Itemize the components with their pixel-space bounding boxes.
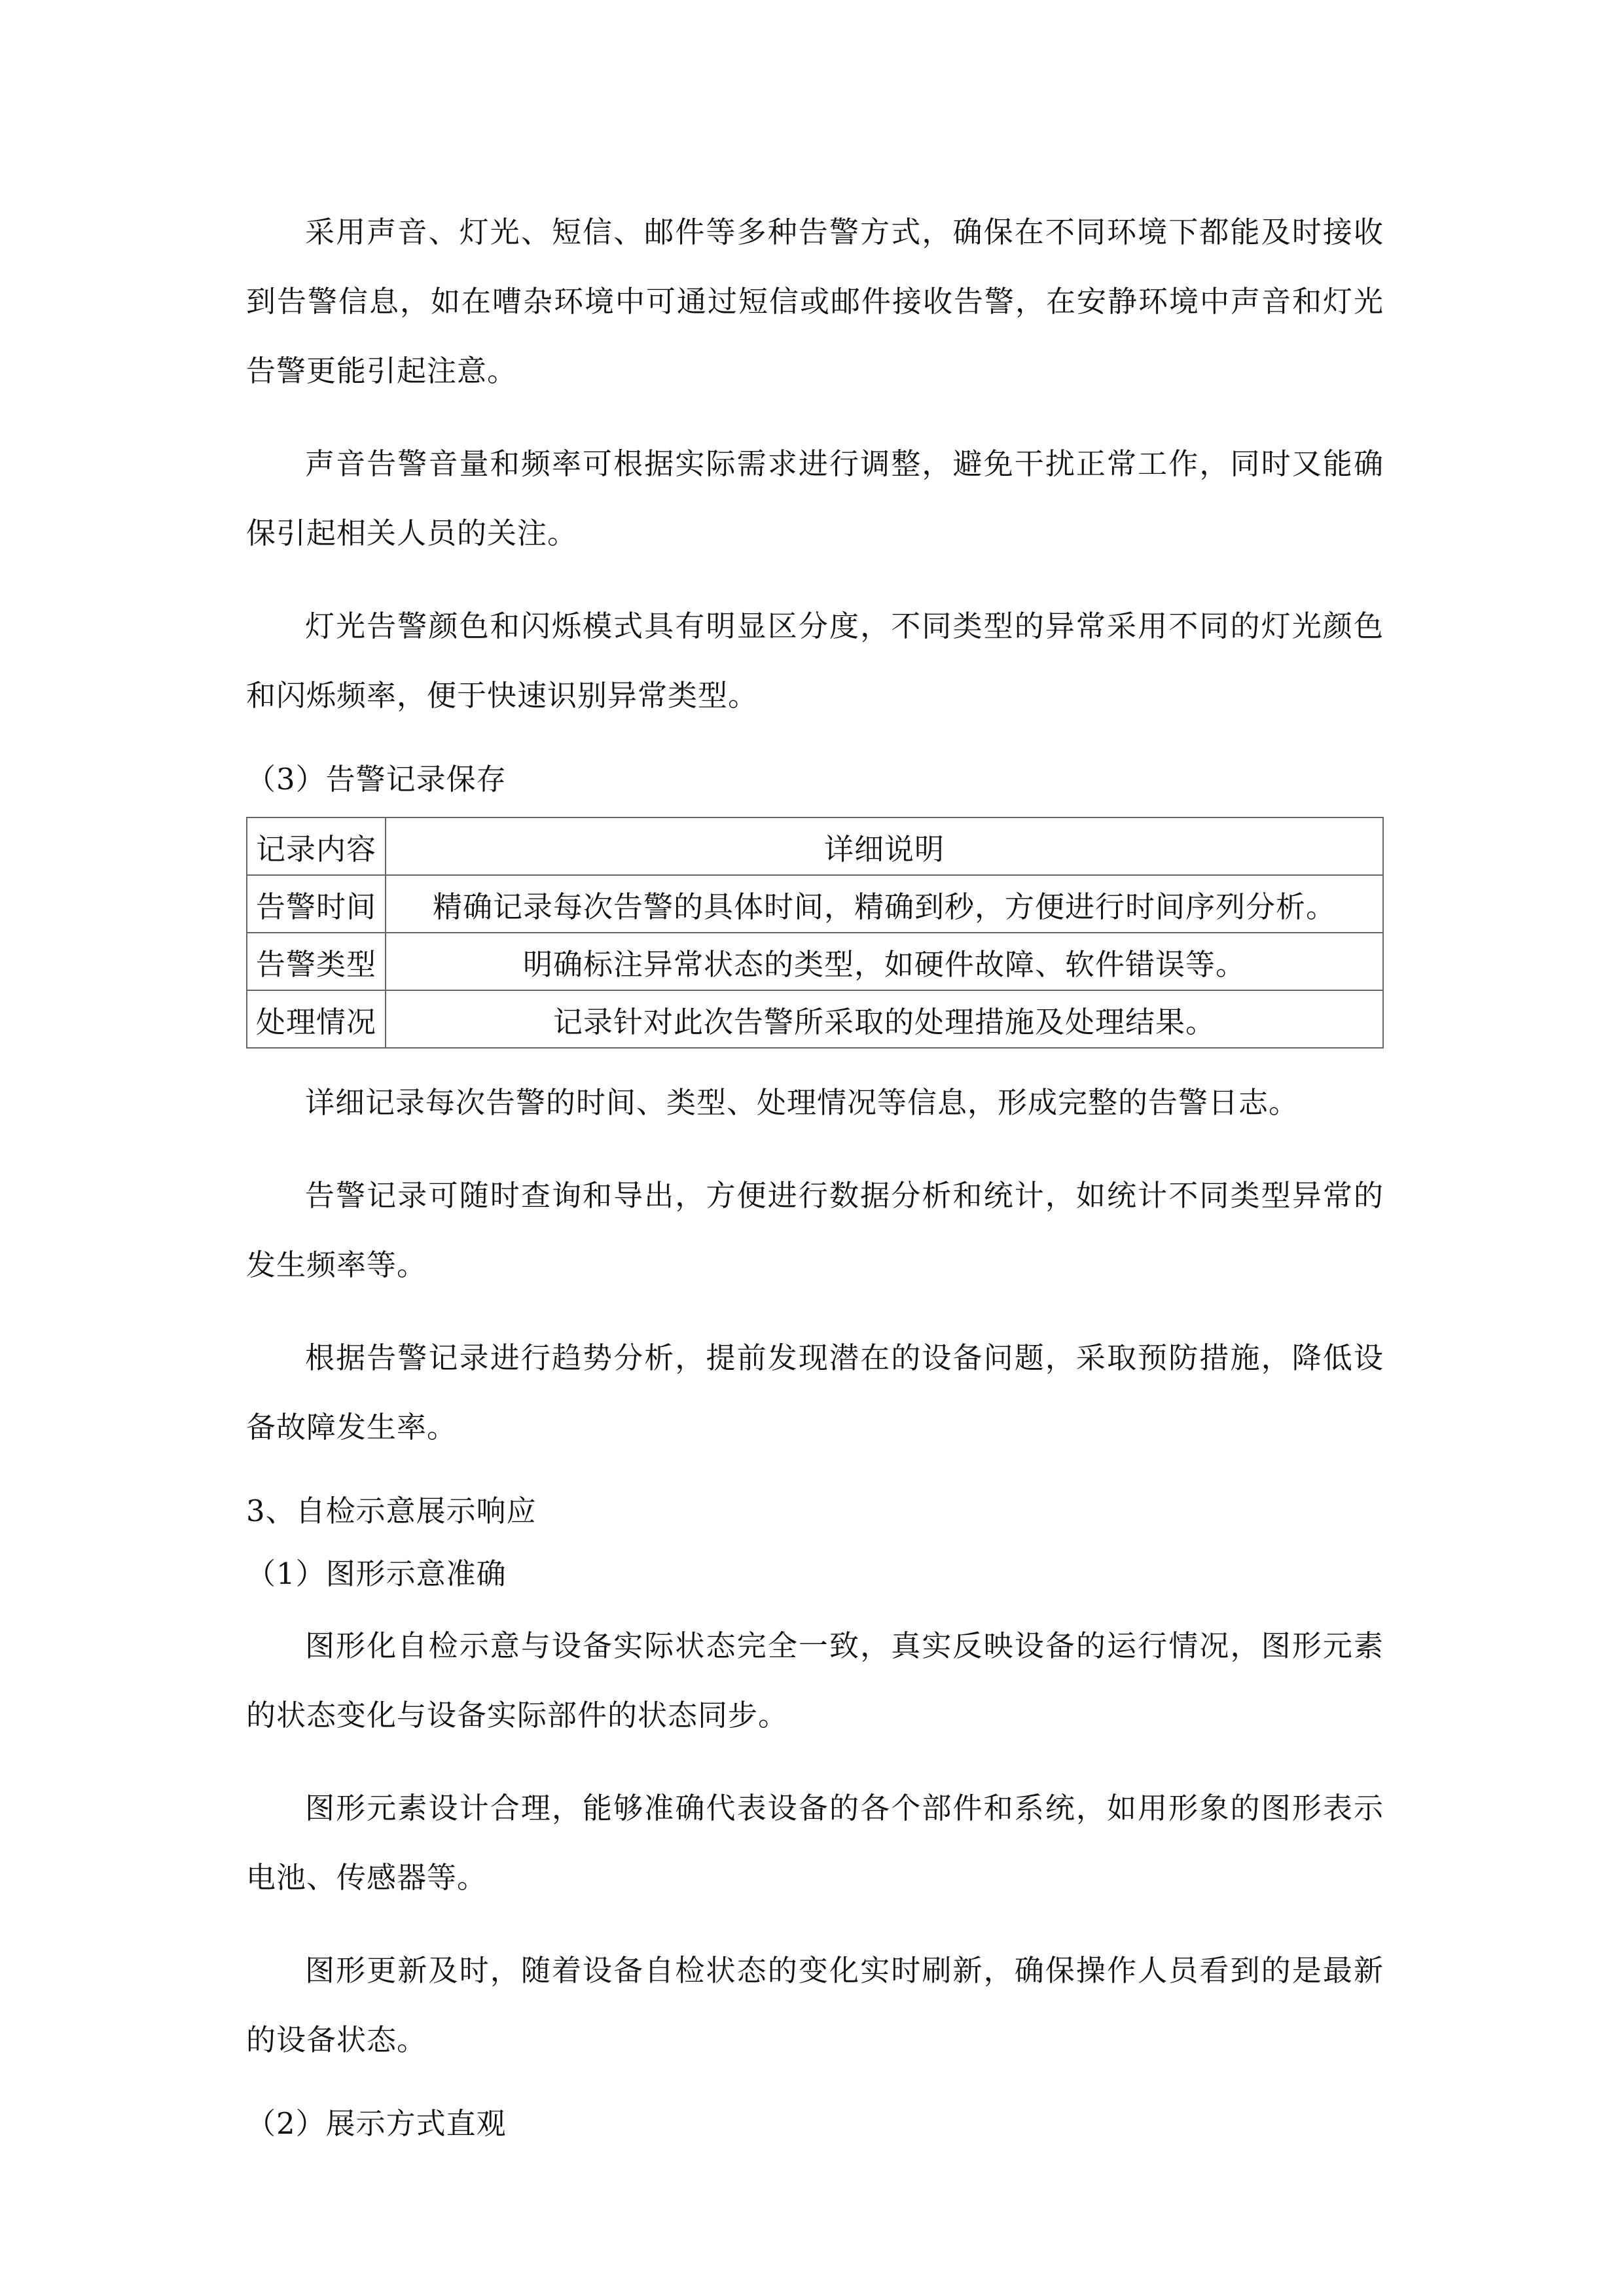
paragraph-graphic-consistency: 图形化自检示意与设备实际状态完全一致，真实反映设备的运行情况，图形元素的状态变化与设备实际部件的状态同步。	[246, 1628, 1384, 1732]
paragraph-light-alert: 灯光告警颜色和闪烁模式具有明显区分度，不同类型的异常采用不同的灯光颜色和闪烁频率，便于快速识别异常类型。	[246, 609, 1384, 713]
alert-record-table	[246, 817, 1384, 1049]
section-heading-self-check: 3、自检示意展示响应	[246, 1494, 537, 1528]
table-header-row	[247, 817, 1383, 875]
table-cell-label: 告警时间	[247, 875, 386, 933]
table-header-cell: 记录内容	[247, 817, 386, 875]
paragraph-record-query: 告警记录可随时查询和导出，方便进行数据分析和统计，如统计不同类型异常的发生频率等。	[246, 1178, 1384, 1282]
table-cell-label: 告警类型	[247, 933, 386, 990]
paragraph-sound-alert: 声音告警音量和频率可根据实际需求进行调整，避免干扰正常工作，同时又能确保引起相关人员的关注。	[246, 446, 1384, 550]
subsection-heading-graphic-accuracy: （1）图形示意准确	[246, 1556, 507, 1591]
table-cell-description: 明确标注异常状态的类型，如硬件故障、软件错误等。	[386, 933, 1383, 990]
table-row	[247, 933, 1383, 990]
table-header-cell: 详细说明	[386, 817, 1383, 875]
table-cell-description: 记录针对此次告警所采取的处理措施及处理结果。	[386, 990, 1383, 1048]
table-cell-label: 处理情况	[247, 990, 386, 1048]
table-row	[247, 875, 1383, 933]
paragraph-alert-methods: 采用声音、灯光、短信、邮件等多种告警方式，确保在不同环境下都能及时接收到告警信息，如在嘈杂环境中可通过短信或邮件接收告警，在安静环境中声音和灯光告警更能引起注意。	[246, 215, 1384, 388]
paragraph-trend-analysis: 根据告警记录进行趋势分析，提前发现潜在的设备问题，采取预防措施，降低设备故障发生率。	[246, 1340, 1384, 1444]
section-heading-alert-record: （3）告警记录保存	[246, 762, 507, 797]
subsection-heading-display-method: （2）展示方式直观	[246, 2106, 507, 2141]
paragraph-record-detail: 详细记录每次告警的时间、类型、处理情况等信息，形成完整的告警日志。	[305, 1085, 1299, 1120]
paragraph-graphic-design: 图形元素设计合理，能够准确代表设备的各个部件和系统，如用形象的图形表示电池、传感器等。	[246, 1791, 1384, 1895]
table-row	[247, 990, 1383, 1048]
document-body	[246, 198, 1384, 2161]
table-cell-description: 精确记录每次告警的具体时间，精确到秒，方便进行时间序列分析。	[386, 875, 1383, 933]
paragraph-graphic-update: 图形更新及时，随着设备自检状态的变化实时刷新，确保操作人员看到的是最新的设备状态。	[246, 1953, 1384, 2057]
